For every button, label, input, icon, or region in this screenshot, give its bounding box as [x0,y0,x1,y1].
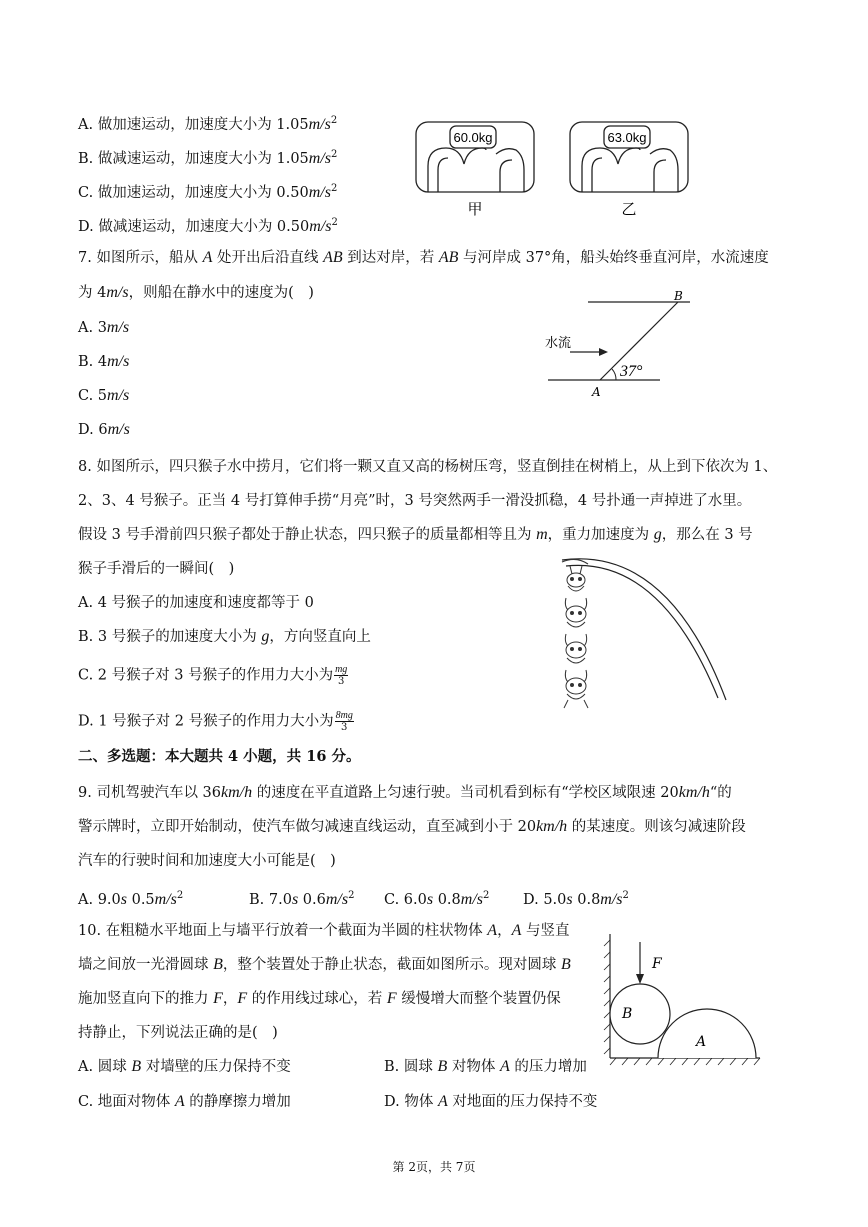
q6-option-d [78,213,338,237]
q9-option-c [384,886,489,910]
q7-option-b [78,352,129,372]
var: F [237,990,248,1007]
var: A [174,1093,185,1110]
q10-stem-line2 [78,955,571,975]
text: 0.6 [298,891,326,908]
exponent: 2 [622,890,629,901]
text: 的静摩擦力增加 [184,1094,291,1110]
unit: m/s [309,217,332,235]
caption-jia: 甲 [467,200,483,218]
text: 的作用线过球心，若 [247,991,387,1007]
tree-trunk-outer [562,559,726,700]
text: 0.8 [433,891,461,908]
monkey-chain [562,559,588,708]
unit: m/s [107,421,130,438]
text: ，方向竖直向上 [269,629,371,645]
var: B [213,956,223,973]
text: C. 5 [78,388,108,404]
unit: m/s [600,890,623,908]
q8-option-d [78,710,354,733]
text: 与河岸成 37°角，船头始终垂直河岸，水流速度 [458,250,769,266]
text: 墙之间放一光滑圆球 [78,957,214,973]
wall-hatch [604,940,610,1054]
text: A. 3 [78,320,107,336]
exponent: 2 [331,217,338,228]
text: ，整个装置处于静止状态，截面如图所示。现对圆球 [222,957,561,973]
unit: m/s [106,284,129,301]
q9-option-b [249,886,354,910]
var: A [202,249,213,266]
text: D. 物体 [384,1094,438,1110]
var: m [536,526,548,543]
q8-stem-line1: 8. 如图所示，四只猴子水中捞月，它们将一颗又直又高的杨树压弯，竖直倒挂在树梢上，从上到下依次为 1、 [78,459,778,475]
unit: m/s [308,149,332,167]
text: B. 4 [78,354,108,370]
q8-option-c [78,664,348,687]
q7-river-figure [540,288,700,400]
monkey-4 [564,670,588,708]
q9-stem-line3: 汽车的行驶时间和加速度大小可能是( ) [78,853,336,869]
point-a-label: A [592,385,601,399]
unit: m/s [154,890,177,908]
angle-arc [612,369,616,380]
q6-option-a-text: A. 做加速运动，加速度大小为 1.05 [78,116,309,133]
q7-option-a [78,318,129,338]
var: A [499,1058,510,1075]
var: F [213,990,223,1007]
exponent: 2 [331,149,338,160]
q6-scales-figure [412,118,692,222]
tree-trunk-inner [566,565,718,698]
q8-stem-line2: 2、3、4 号猴子。正当 4 号打算伸手捞“月亮”时，3 号突然两手一滑没抓稳，4 号扑通一声掉进了水里。 [78,493,752,509]
flow-label: 水流 [545,336,572,351]
exponent: 2 [483,890,490,901]
exponent: 2 [330,115,338,126]
unit: m/s [325,890,349,908]
q7-option-d [78,420,130,440]
q6-option-d-text: D. 做减速运动，加速度大小为 0.50 [78,218,310,235]
q7-stem-line2 [78,283,314,303]
q9-stem-line2 [78,817,746,837]
q10-stem-line1 [78,921,569,941]
text: 为 4 [78,285,107,301]
text: 9. 司机驾驶汽车以 36 [78,785,222,801]
text: “的 [709,785,732,801]
var: g [653,526,662,543]
section-title: 二、多选题：本大题共 4 小题，共 16 分。 [78,748,361,765]
q6-option-c [78,179,337,203]
q10-option-d [384,1092,597,1112]
denominator: 3 [338,676,345,687]
text: 到达对岸，若 [342,250,439,266]
q8-option-a: A. 4 号猴子的加速度和速度都等于 0 [78,595,314,611]
text: 的压力增加 [509,1059,587,1075]
unit: m/s [460,890,483,908]
q7-option-c [78,386,129,406]
q6-option-a [78,111,337,135]
text: C. 6.0 [384,891,427,908]
text: A. 圆球 [78,1059,132,1075]
text: 对墙壁的压力保持不变 [141,1059,291,1075]
text: 0.5 [126,891,155,908]
monkey-2 [565,598,586,627]
denominator: 3 [341,722,348,733]
numerator: mg [335,664,348,675]
monkey-1 [567,566,585,591]
var: AB [323,249,343,266]
scale-jia-reading: 60.0kg [453,130,493,145]
text: 0.8 [572,891,601,908]
caption-yi: 乙 [621,200,637,218]
text: D. 5.0 [523,891,567,908]
unit: m/s [107,353,130,370]
text: ， [222,991,238,1007]
sphere-b [610,984,670,1044]
q8-option-b [78,627,371,647]
q8-stem-line3 [78,525,753,545]
unit: km/h [678,784,710,801]
unit: s [566,890,573,908]
var: A [511,922,522,939]
numerator: 8mg [335,710,353,721]
text: 处开出后沿直线 [212,250,324,266]
q9-option-d [523,886,629,910]
text: 10. 在粗糙水平地面上与墙平行放着一个截面为半圆的柱状物体 [78,923,488,939]
var: A [437,1093,448,1110]
text: D. 1 号猴子对 2 号猴子的作用力大小为 [78,713,334,730]
var: B [561,956,571,973]
unit: m/s [106,319,130,336]
var: B [437,1058,448,1075]
text: 缓慢增大而整个装置仍保 [396,991,561,1007]
q10-option-c [78,1092,291,1112]
fraction [334,664,348,687]
text: 与竖直 [521,923,570,939]
point-b-label: B [674,289,683,303]
text: 的某速度。则该匀减速阶段 [567,819,746,835]
flow-arrowhead [599,348,608,356]
text: B. 圆球 [384,1059,438,1075]
var: g [261,628,270,645]
text: 警示牌时，立即开始制动，使汽车做匀减速直线运动，直至减到小于 20 [78,819,537,835]
force-f-label: F [652,956,662,972]
text: D. 6 [78,422,108,438]
half-cylinder-a-label: A [696,1034,707,1050]
q6-option-b [78,145,337,169]
q10-option-a [78,1057,291,1077]
unit: s [120,890,127,908]
text: 7. 如图所示，船从 [78,250,203,266]
text: ，重力加速度为 [547,527,654,543]
fraction [335,710,354,733]
text: B. 7.0 [249,891,292,908]
q10-stem-line4: 持静止，下列说法正确的是( ) [78,1025,278,1041]
text: ，则船在静水中的速度为( ) [128,285,314,301]
text: C. 地面对物体 [78,1094,175,1110]
text: 对地面的压力保持不变 [447,1094,598,1110]
monkey-3 [565,634,586,663]
q10-stem-line3 [78,989,561,1009]
var: A [487,922,498,939]
q6-option-c-text: C. 做加速运动，加速度大小为 0.50 [78,184,309,201]
unit: m/s [308,183,331,201]
q7-stem-line1 [78,248,769,268]
text: 施加竖直向下的推力 [78,991,214,1007]
q8-stem-line4: 猴子手滑后的一瞬间( ) [78,561,235,577]
q10-option-b [384,1057,587,1077]
text: B. 3 号猴子的加速度大小为 [78,629,262,645]
text: C. 2 号猴子对 3 号猴子的作用力大小为 [78,667,334,684]
sphere-b-label: B [622,1006,633,1022]
unit: s [426,890,434,908]
unit: km/h [536,818,568,835]
angle-label: 37° [620,363,643,380]
page-footer: 第 2页，共 7页 [392,1160,476,1174]
text: 的速度在平直道路上匀速行驶。当司机看到标有“学校区域限速 20 [252,785,679,801]
text: ，那么在 3 号 [661,527,753,543]
q8-monkeys-figure [548,552,734,712]
var: AB [438,249,459,266]
q9-stem-line1 [78,783,732,803]
unit: m/s [107,387,130,404]
force-f-arrowhead [636,974,644,984]
exponent: 2 [330,183,338,194]
text: A. 9.0 [78,891,121,908]
unit: s [291,890,299,908]
exponent: 2 [348,890,355,901]
exponent: 2 [176,890,184,901]
text: 假设 3 号手滑前四只猴子都处于静止状态，四只猴子的质量都相等且为 [78,527,537,543]
var: F [386,990,397,1007]
half-cylinder-a [658,1009,756,1058]
ground-hatch [610,1058,760,1065]
scale-yi-reading: 63.0kg [607,130,647,145]
q9-option-a [78,886,183,910]
q6-option-b-text: B. 做减速运动，加速度大小为 1.05 [78,150,309,167]
var: B [131,1058,142,1075]
text: 对物体 [447,1059,500,1075]
unit: m/s [308,115,331,133]
q10-figure [600,930,770,1070]
text: ， [497,923,512,939]
unit: km/h [221,784,253,801]
